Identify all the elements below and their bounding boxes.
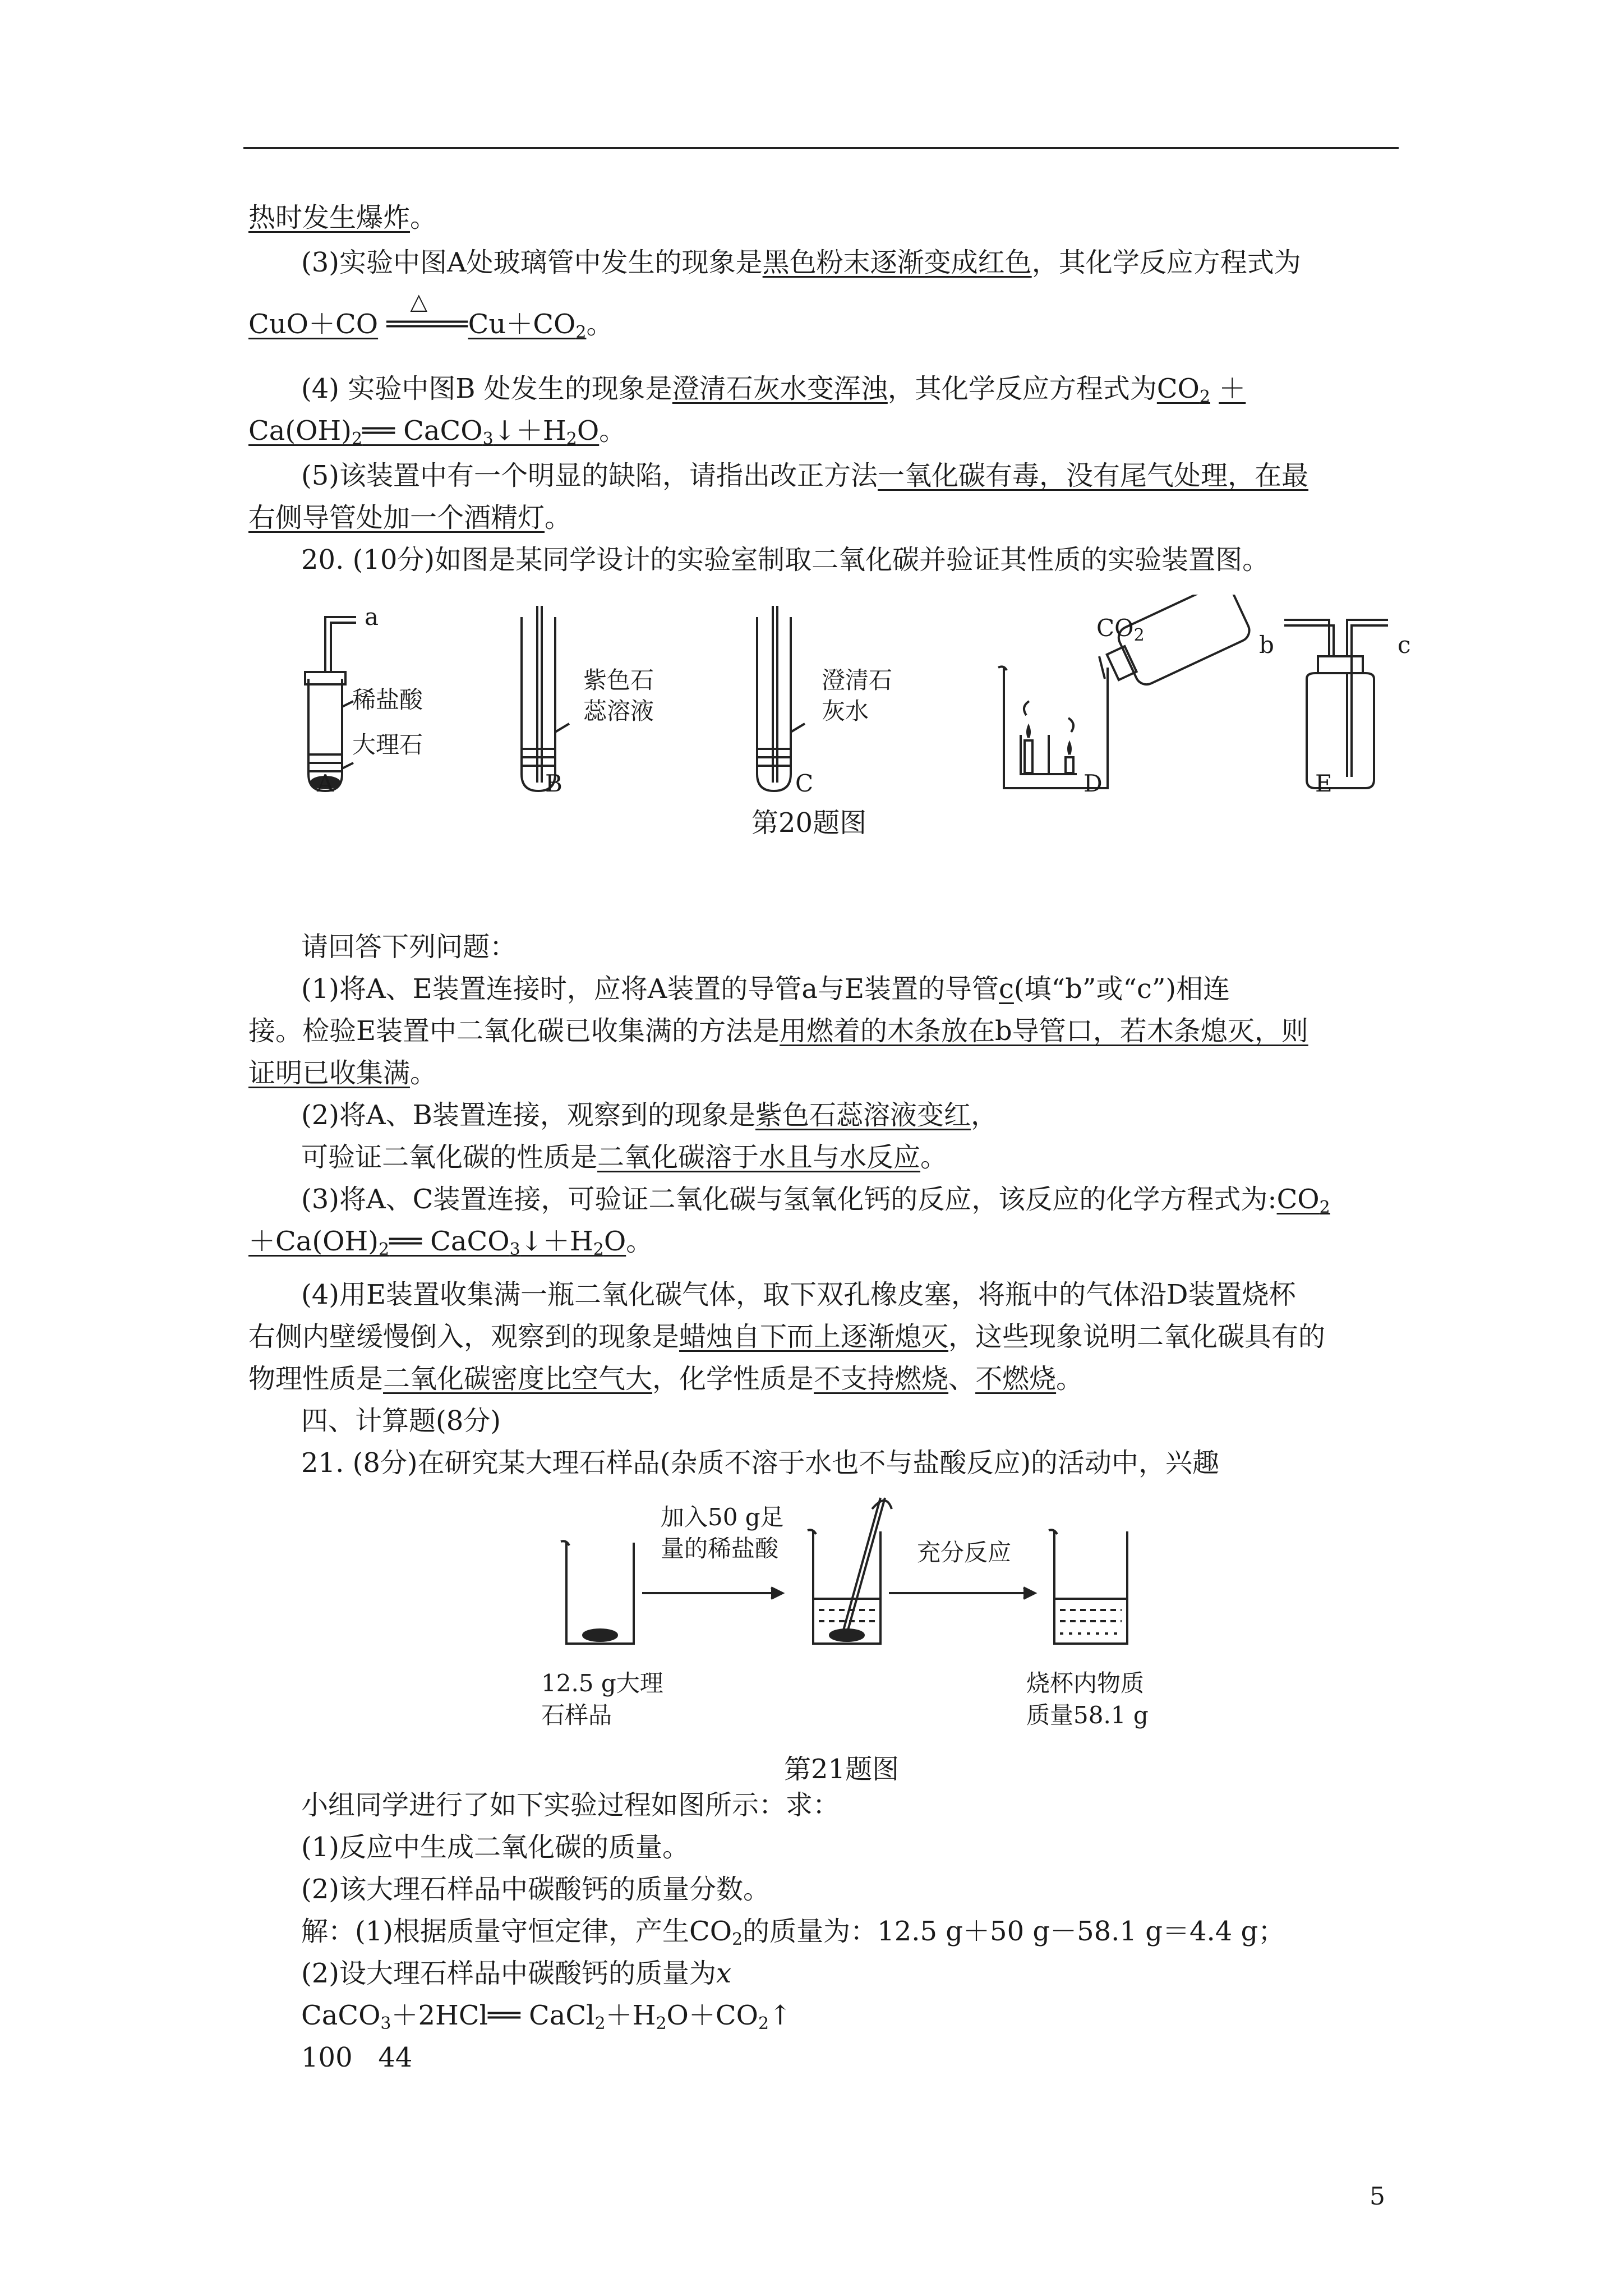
q20-part2: (2)将A、B装置连接，观察到的现象是紫色石蕊溶液变红， [301, 1099, 998, 1131]
q21-line-3: (2)该大理石样品中碳酸钙的质量分数。 [301, 1874, 770, 1905]
q20-part2b: 可验证二氧化碳的性质是二氧化碳溶于水且与水反应。 [301, 1142, 948, 1173]
answer-blank: 蜡烛自下而上逐渐熄灭 [679, 1321, 949, 1352]
label-sample-2: 石样品 [541, 1701, 612, 1729]
apparatus-label-E: E [1315, 770, 1332, 797]
q19-part5-cont: 右侧导管处加一个酒精灯。 [248, 502, 572, 533]
q21-line-1: 小组同学进行了如下实验过程如图所示：求： [301, 1789, 840, 1821]
answer-blank: $Cu+CO_2$ [468, 309, 587, 342]
answer-blank: 二氧化碳密度比空气大 [383, 1363, 653, 1395]
beaker-1 [561, 1541, 634, 1644]
apparatus-label-A: A [317, 770, 334, 797]
label-limewater: 澄清石 [822, 666, 893, 694]
answer-blank: 黑色粉末逐渐变成红色 [762, 247, 1032, 278]
tube-label-c: c [1398, 631, 1411, 659]
section-4-heading: 四、计算题(8分) [301, 1405, 501, 1437]
q19-line-0: 热时发生爆炸。 [248, 202, 437, 233]
answer-blank: 热时发生爆炸 [248, 202, 411, 233]
answer-blank: 证明已收集满 [248, 1057, 411, 1089]
q21-solution-1: 解：(1)根据质量守恒定律，产生$CO_2$的质量为：12.5 g＋50 g－58.1 g＝4.4 g； [301, 1916, 1285, 1949]
q21-process-figure [550, 1487, 1166, 1666]
apparatus-A [305, 617, 356, 791]
beaker-3 [1049, 1530, 1127, 1644]
page-number: 5 [1370, 2182, 1385, 2211]
answer-blank: 用燃着的木条放在b导管口，若木条熄灭，则 [780, 1015, 1308, 1047]
answer-blank: 不支持燃烧 [814, 1363, 949, 1395]
label-full-reaction: 充分反应 [917, 1539, 1012, 1566]
figure-21-caption: 第21题图 [784, 1754, 900, 1785]
q19-part4: (4) 实验中图B 处发生的现象是澄清石灰水变浑浊，其化学反应方程式为$CO_2$ ＋ [301, 373, 1246, 407]
answer-blank: CuO＋CO [248, 309, 379, 340]
apparatus-C [757, 606, 805, 791]
answer-blank: 紫色石蕊溶液变红 [755, 1099, 971, 1131]
q20-part1-l3: 证明已收集满。 [248, 1057, 437, 1089]
tube-label-a: a [365, 603, 379, 631]
q21-line-2: (1)反应中生成二氧化碳的质量。 [301, 1832, 689, 1863]
tube-label-b: b [1259, 631, 1274, 659]
q20-part3-eq: $+Ca(OH)_2══$ $CaCO_3↓+H_2O$。 [248, 1226, 653, 1259]
answer-blank: $+Ca(OH)_2══$ $CaCO_3↓+H_2O$ [248, 1226, 626, 1259]
label-dilute-hcl: 稀盐酸 [352, 686, 423, 714]
answer-blank: ＋ [1219, 373, 1246, 404]
answer-blank: 不燃烧 [975, 1363, 1057, 1395]
answer-blank: c [999, 973, 1014, 1005]
apparatus-label-C: C [795, 770, 814, 797]
label-limewater-2: 灰水 [822, 697, 869, 725]
apparatus-B [522, 606, 569, 791]
apparatus-label-D: D [1083, 770, 1103, 797]
beaker-2 [808, 1498, 892, 1644]
label-litmus-2: 蕊溶液 [583, 697, 654, 725]
q19-part4-eq: $Ca(OH)_2══$ $CaCO_3↓+H_2O$。 [248, 415, 626, 449]
label-beaker-mass-2: 质量58.1 g [1026, 1701, 1149, 1729]
label-sample: 12.5 g大理 [541, 1669, 663, 1697]
arrow-1 [642, 1588, 782, 1599]
label-add-acid: 加入50 g足 [661, 1503, 784, 1531]
q20-part4-l3: 物理性质是二氧化碳密度比空气大，化学性质是不支持燃烧、不燃烧。 [248, 1363, 1083, 1395]
label-litmus: 紫色石 [583, 666, 654, 694]
answer-blank: $CO_2$ [1276, 1184, 1330, 1217]
apparatus-label-B: B [545, 770, 562, 797]
answer-blank: $CO_2$ [1156, 373, 1210, 407]
heat-symbol: △ [410, 289, 428, 315]
q19-part3: (3)实验中图A处玻璃管中发生的现象是黑色粉末逐渐变成红色，其化学反应方程式为 [301, 247, 1301, 278]
answer-blank: $Ca(OH)_2══$ $CaCO_3↓+H_2O$ [248, 415, 600, 449]
q19-equation-1: CuO＋CO △ ═════ $Cu+CO_2$。 [248, 307, 613, 349]
q20-part4-l2: 右侧内壁缓慢倒入，观察到的现象是蜡烛自下而上逐渐熄灭，这些现象说明二氧化碳具有的 [248, 1321, 1326, 1352]
q21-equation: CaCO$_3$＋2HCl══ $CaCl_2+H_2O+CO_2↑$ [301, 2000, 792, 2033]
q21-stem: 21. (8分)在研究某大理石样品(杂质不溶于水也不与盐酸反应)的活动中，兴趣 [301, 1447, 1220, 1479]
answer-blank: 右侧导管处加一个酒精灯 [248, 502, 545, 533]
arrow-2 [889, 1588, 1035, 1599]
q21-solution-2: (2)设大理石样品中碳酸钙的质量为x [301, 1958, 732, 1989]
q21-ratio: 100 44 [301, 2042, 413, 2073]
answer-blank: 一氧化碳有毒，没有尾气处理，在最 [878, 460, 1309, 491]
label-beaker-mass: 烧杯内物质 [1026, 1669, 1145, 1697]
q20-prompt: 请回答下列问题： [301, 931, 517, 963]
label-co2-bottle: $CO_2$ [1096, 614, 1145, 645]
answer-blank: 二氧化碳溶于水且与水反应 [597, 1142, 921, 1173]
reaction-arrow: △ ═════ [386, 307, 459, 341]
q20-part1: (1)将A、E装置连接时，应将A装置的导管a与E装置的导管c(填“b”或“c”)相连 [301, 973, 1230, 1005]
answer-blank: 澄清石灰水变浑浊 [672, 373, 888, 404]
figure-20-caption: 第20题图 [751, 807, 867, 839]
q20-part3: (3)将A、C装置连接，可验证二氧化碳与氢氧化钙的反应，该反应的化学方程式为$:CO_2$ [301, 1184, 1330, 1217]
label-marble: 大理石 [352, 731, 423, 758]
q20-part4: (4)用E装置收集满一瓶二氧化碳气体，取下双孔橡皮塞，将瓶中的气体沿D装置烧杯 [301, 1279, 1296, 1310]
q19-part5: (5)该装置中有一个明显的缺陷，请指出改正方法一氧化碳有毒，没有尾气处理，在最 [301, 460, 1309, 491]
q20-stem: 20. (10分)如图是某同学设计的实验室制取二氧化碳并验证其性质的实验装置图。 [301, 544, 1270, 576]
q20-part1-l2: 接。检验E装置中二氧化碳已收集满的方法是用燃着的木条放在b导管口，若木条熄灭，则 [248, 1015, 1308, 1047]
label-add-acid-2: 量的稀盐酸 [661, 1535, 779, 1562]
apparatus-E [1284, 620, 1388, 788]
header-rule [243, 147, 1399, 149]
